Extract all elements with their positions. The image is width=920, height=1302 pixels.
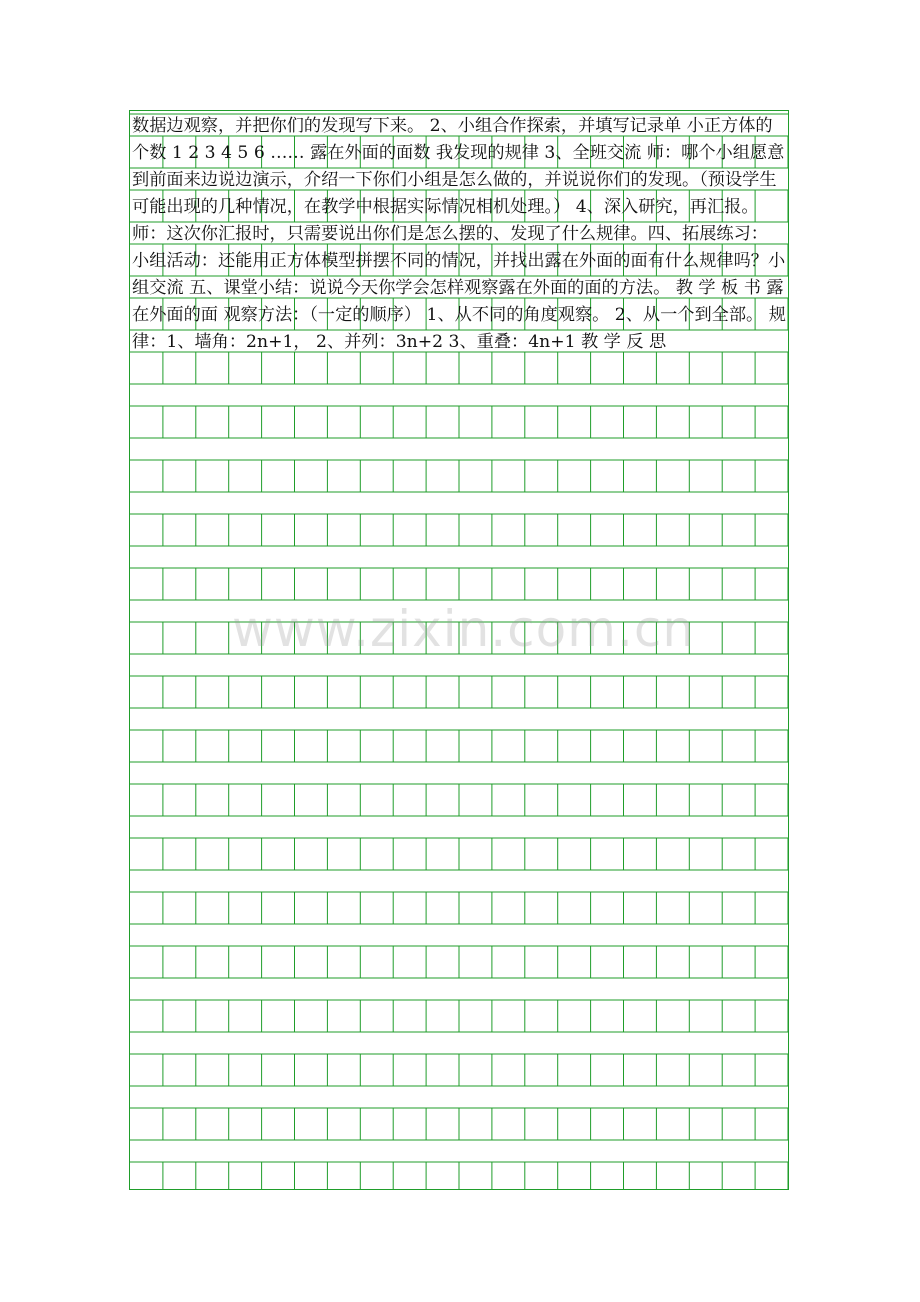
lesson-text bbox=[132, 113, 788, 356]
watermark: www.zixin.com.cn bbox=[232, 600, 696, 658]
lesson-paragraph: 数据边观察，并把你们的发现写下来。 2、小组合作探索，并填写记录单 小正方体的个数 1 2 3 4 5 6 …… 露在外面的面数 我发现的规律 3、全班交流 师：哪个小组愿意到前面来边说边演示，介绍一下你们小组是怎么做的，并说说你们的发现。（预设学生可能出现的几种情况，在教学中根据实际情况相机处理。） 4、深入研究，再汇报。 师：这次你汇报时，只需要说出你们是怎么摆的、发现了什么规律。四、拓展练习： 小组活动：还能用正方体模型拼摆不同的情况，并找出露在外面的面有什么规律吗？小组交流 五、课堂小结：说说今天你学会怎样观察露在外面的面的方法。 教 学 板 书 露在外面的面 观察方法：（一定的顺序） 1、从不同的角度观察。 2、从一个到全部。 规律：1、墙角：2n+1， 2、并列：3n+2 3、重叠：4n+1 教 学 反 思 bbox=[132, 116, 786, 352]
